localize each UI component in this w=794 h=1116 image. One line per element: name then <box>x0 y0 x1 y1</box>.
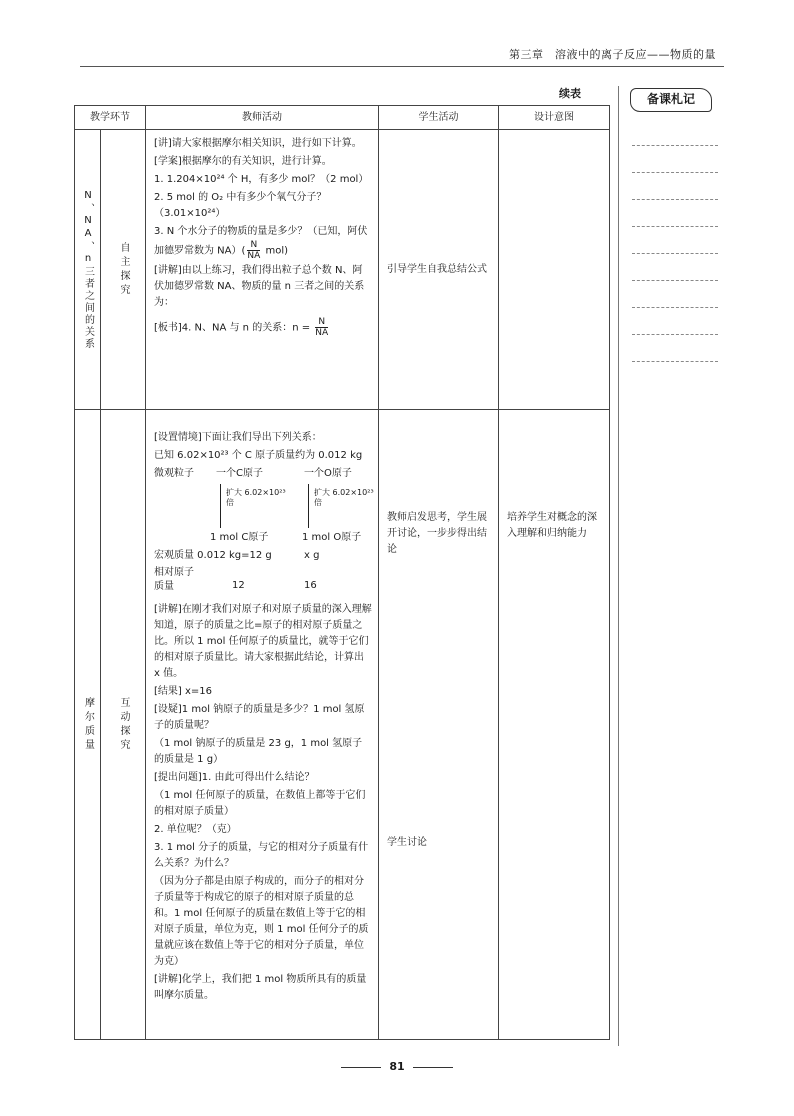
fraction <box>315 317 328 338</box>
teacher-text: [讲解]在刚才我们对原子和对原子质量的深入理解知道，原子的质量之比=原子的相对原子质量之比。所以 1 mol 任何原子的质量比，就等于它们的相对原子质量比。请大家根据此结论，计算出 x 值。 <box>154 604 372 679</box>
teacher-activity-cell <box>146 130 379 410</box>
header-teacher: 教师活动 <box>146 106 379 130</box>
mode-cell <box>101 130 146 410</box>
fraction-denominator: NA <box>315 328 329 338</box>
teacher-text: [提出问题]1. 由此可得出什么结论？ <box>154 772 315 783</box>
diagram-1mol-o: 1 mol O原子 <box>302 532 362 543</box>
teacher-text: 2. 单位呢？（克） <box>154 824 237 835</box>
notes-title: 备课札记 <box>630 88 712 112</box>
note-line <box>632 253 718 254</box>
page-header <box>0 0 794 70</box>
lesson-table <box>74 105 610 1040</box>
arrow-down-icon <box>308 484 309 528</box>
student-text: 引导学生自我总结公式 <box>387 263 487 275</box>
teacher-text-part: mol) <box>262 245 289 257</box>
diagram-1mol-c: 1 mol C原子 <box>210 532 269 543</box>
note-line <box>632 307 718 308</box>
page-number: 81 <box>0 1060 794 1073</box>
chapter-title: 第三章 溶液中的离子反应——物质的量 <box>509 48 716 61</box>
board-formula <box>154 317 372 338</box>
teacher-text: （1 mol 任何原子的质量，在数值上都等于它们的相对原子质量） <box>154 790 366 817</box>
teacher-text: [讲]请大家根据摩尔相关知识，进行如下计算。 <box>154 138 362 149</box>
diagram-micro-label: 微观粒子 <box>154 468 194 479</box>
design-text: 培养学生对概念的深入理解和归纳能力 <box>507 512 597 539</box>
design-intent-cell <box>499 410 610 1040</box>
teacher-text: （因为分子都是由原子构成的，而分子的相对分子质量等于构成它的原子的相对原子质量的总和。1 mol 任何原子的质量在数值上等于它的相对原子质量，单位为克，则 1 mol 任何分子的质量就应该在数值上等于它的相对分子质量，单位为克） <box>154 876 369 967</box>
conversion-diagram <box>154 466 372 598</box>
table-header-row <box>75 106 610 130</box>
fraction-numerator: N <box>315 317 328 328</box>
teacher-activity-cell <box>146 410 379 1040</box>
diagram-x-grams: x g <box>304 550 320 561</box>
teacher-text: [讲解]化学上，我们把 1 mol 物质所具有的质量叫摩尔质量。 <box>154 974 367 1001</box>
fraction-denominator: NA <box>247 251 261 261</box>
teacher-text: （1 mol 钠原子的质量是 23 g，1 mol 氢原子的质量是 1 g） <box>154 738 363 765</box>
teacher-text: [设疑]1 mol 钠原子的质量是多少？1 mol 氢原子的质量呢？ <box>154 704 365 731</box>
continued-label: 续表 <box>559 87 581 100</box>
table-row <box>75 130 610 410</box>
diagram-relative-mass: 相对原子质量 <box>154 567 194 592</box>
design-intent-cell <box>499 130 610 410</box>
diagram-o-atom: 一个O原子 <box>304 468 352 479</box>
teacher-text: 已知 6.02×10²³ 个 C 原子质量约为 0.012 kg <box>154 450 363 461</box>
note-line <box>632 199 718 200</box>
section-label: 摩尔质量 <box>82 696 94 753</box>
teacher-text: 2. 5 mol 的 O₂ 中有多少个氧气分子？（3.01×10²⁴） <box>154 192 327 219</box>
note-line <box>632 334 718 335</box>
student-activity-cell <box>379 130 499 410</box>
teacher-text: [讲解]由以上练习，我们得出粒子总个数 N、阿伏加德罗常数 NA、物质的量 n 三者之间的关系为： <box>154 265 365 308</box>
teacher-text-part: 3. N 个水分子的物质的量是多少？（已知，阿伏加德罗常数为 NA）( <box>154 226 368 257</box>
note-line <box>632 280 718 281</box>
diagram-value-16: 16 <box>304 580 317 591</box>
note-line <box>632 361 718 362</box>
student-text: 学生讨论 <box>387 837 427 848</box>
notes-column <box>618 86 723 1046</box>
mode-label: 自主探究 <box>118 241 129 298</box>
header-design: 设计意图 <box>499 106 610 130</box>
teacher-text: 1. 1.204×10²⁴ 个 H，有多少 mol？（2 mol） <box>154 174 369 185</box>
note-line <box>632 226 718 227</box>
diagram-expand-o: 扩大 6.02×10²³倍 <box>314 488 374 507</box>
teacher-text-part: [板书]4. N、NA 与 n 的关系：n = <box>154 322 314 334</box>
header-stage: 教学环节 <box>75 106 146 130</box>
fraction-numerator: N <box>247 240 260 251</box>
diagram-expand-c: 扩大 6.02×10²³倍 <box>226 488 286 507</box>
teacher-text: 3. 1 mol 分子的质量，与它的相对分子质量有什么关系？为什么？ <box>154 842 369 869</box>
diagram-macro-mass: 宏观质量 0.012 kg=12 g <box>154 550 272 561</box>
teacher-text: [学案]根据摩尔的有关知识，进行计算。 <box>154 156 332 167</box>
note-line <box>632 145 718 146</box>
table-row <box>75 410 610 1040</box>
student-text: 教师启发思考，学生展开讨论，一步步得出结论 <box>387 512 487 555</box>
mode-label: 互动探究 <box>118 696 129 753</box>
section-cell <box>75 410 101 1040</box>
fraction <box>247 240 260 261</box>
mode-cell <box>101 410 146 1040</box>
diagram-c-atom: 一个C原子 <box>216 468 263 479</box>
teacher-text: [设置情境]下面让我们导出下列关系： <box>154 432 322 443</box>
arrow-down-icon <box>220 484 221 528</box>
note-line <box>632 172 718 173</box>
diagram-value-12: 12 <box>232 580 245 591</box>
section-cell <box>75 130 101 410</box>
teacher-text: [结果] x=16 <box>154 686 213 697</box>
section-label: N、NA、n三者之间的关系 <box>82 189 94 350</box>
header-rule <box>80 66 724 67</box>
student-activity-cell <box>379 410 499 1040</box>
teacher-text <box>154 224 372 261</box>
header-student: 学生活动 <box>379 106 499 130</box>
